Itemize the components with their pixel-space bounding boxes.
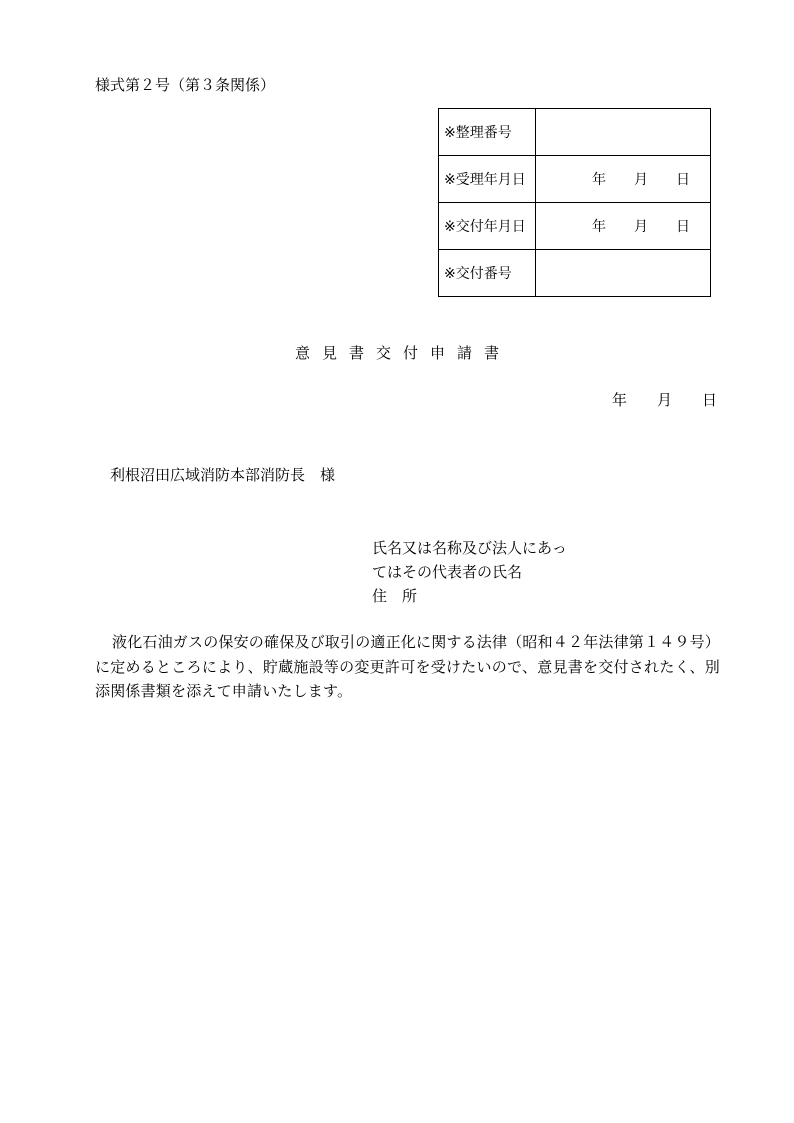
applicant-block	[372, 536, 567, 608]
submission-day-unit: 日	[701, 391, 717, 409]
issue-number-label: ※交付番号	[439, 250, 536, 297]
application-body-text: 液化石油ガスの保安の確保及び取引の適正化に関する法律（昭和４２年法律第１４９号）に定めるところにより、貯蔵施設等の変更許可を受けたいので、意見書を交付されたく、別添関係書類を添えて申請いたします。	[95, 633, 721, 700]
reference-number-field[interactable]	[536, 109, 711, 156]
receipt-date-field[interactable]	[536, 156, 711, 203]
receipt-month-unit: 月	[634, 172, 648, 188]
issue-date-label: ※交付年月日	[439, 203, 536, 250]
receipt-day-unit: 日	[676, 172, 690, 188]
receipt-year-unit: 年	[592, 172, 606, 188]
applicant-name-label-line2: てはその代表者の氏名	[372, 563, 523, 581]
submission-date[interactable]	[612, 389, 717, 410]
table-row	[439, 156, 711, 203]
applicant-name-label-line1: 氏名又は名称及び法人にあっ	[372, 539, 567, 557]
applicant-address-label: 住 所	[372, 587, 418, 605]
table-row	[439, 250, 711, 297]
issue-day-unit: 日	[676, 219, 690, 235]
issue-month-unit: 月	[634, 219, 648, 235]
issue-number-field[interactable]	[536, 250, 711, 297]
submission-month-unit: 月	[656, 391, 672, 409]
table-row	[439, 203, 711, 250]
issue-year-unit: 年	[592, 219, 606, 235]
reception-table	[438, 108, 711, 297]
document-title: 意見書交付申請書	[294, 344, 511, 362]
table-row	[439, 109, 711, 156]
issue-date-field[interactable]	[536, 203, 711, 250]
submission-year-unit: 年	[611, 391, 627, 409]
addressee: 利根沼田広域消防本部消防長 様	[110, 466, 336, 484]
reference-number-label: ※整理番号	[439, 109, 536, 156]
form-number: 様式第２号（第３条関係）	[95, 76, 276, 94]
receipt-date-label: ※受理年月日	[439, 156, 536, 203]
